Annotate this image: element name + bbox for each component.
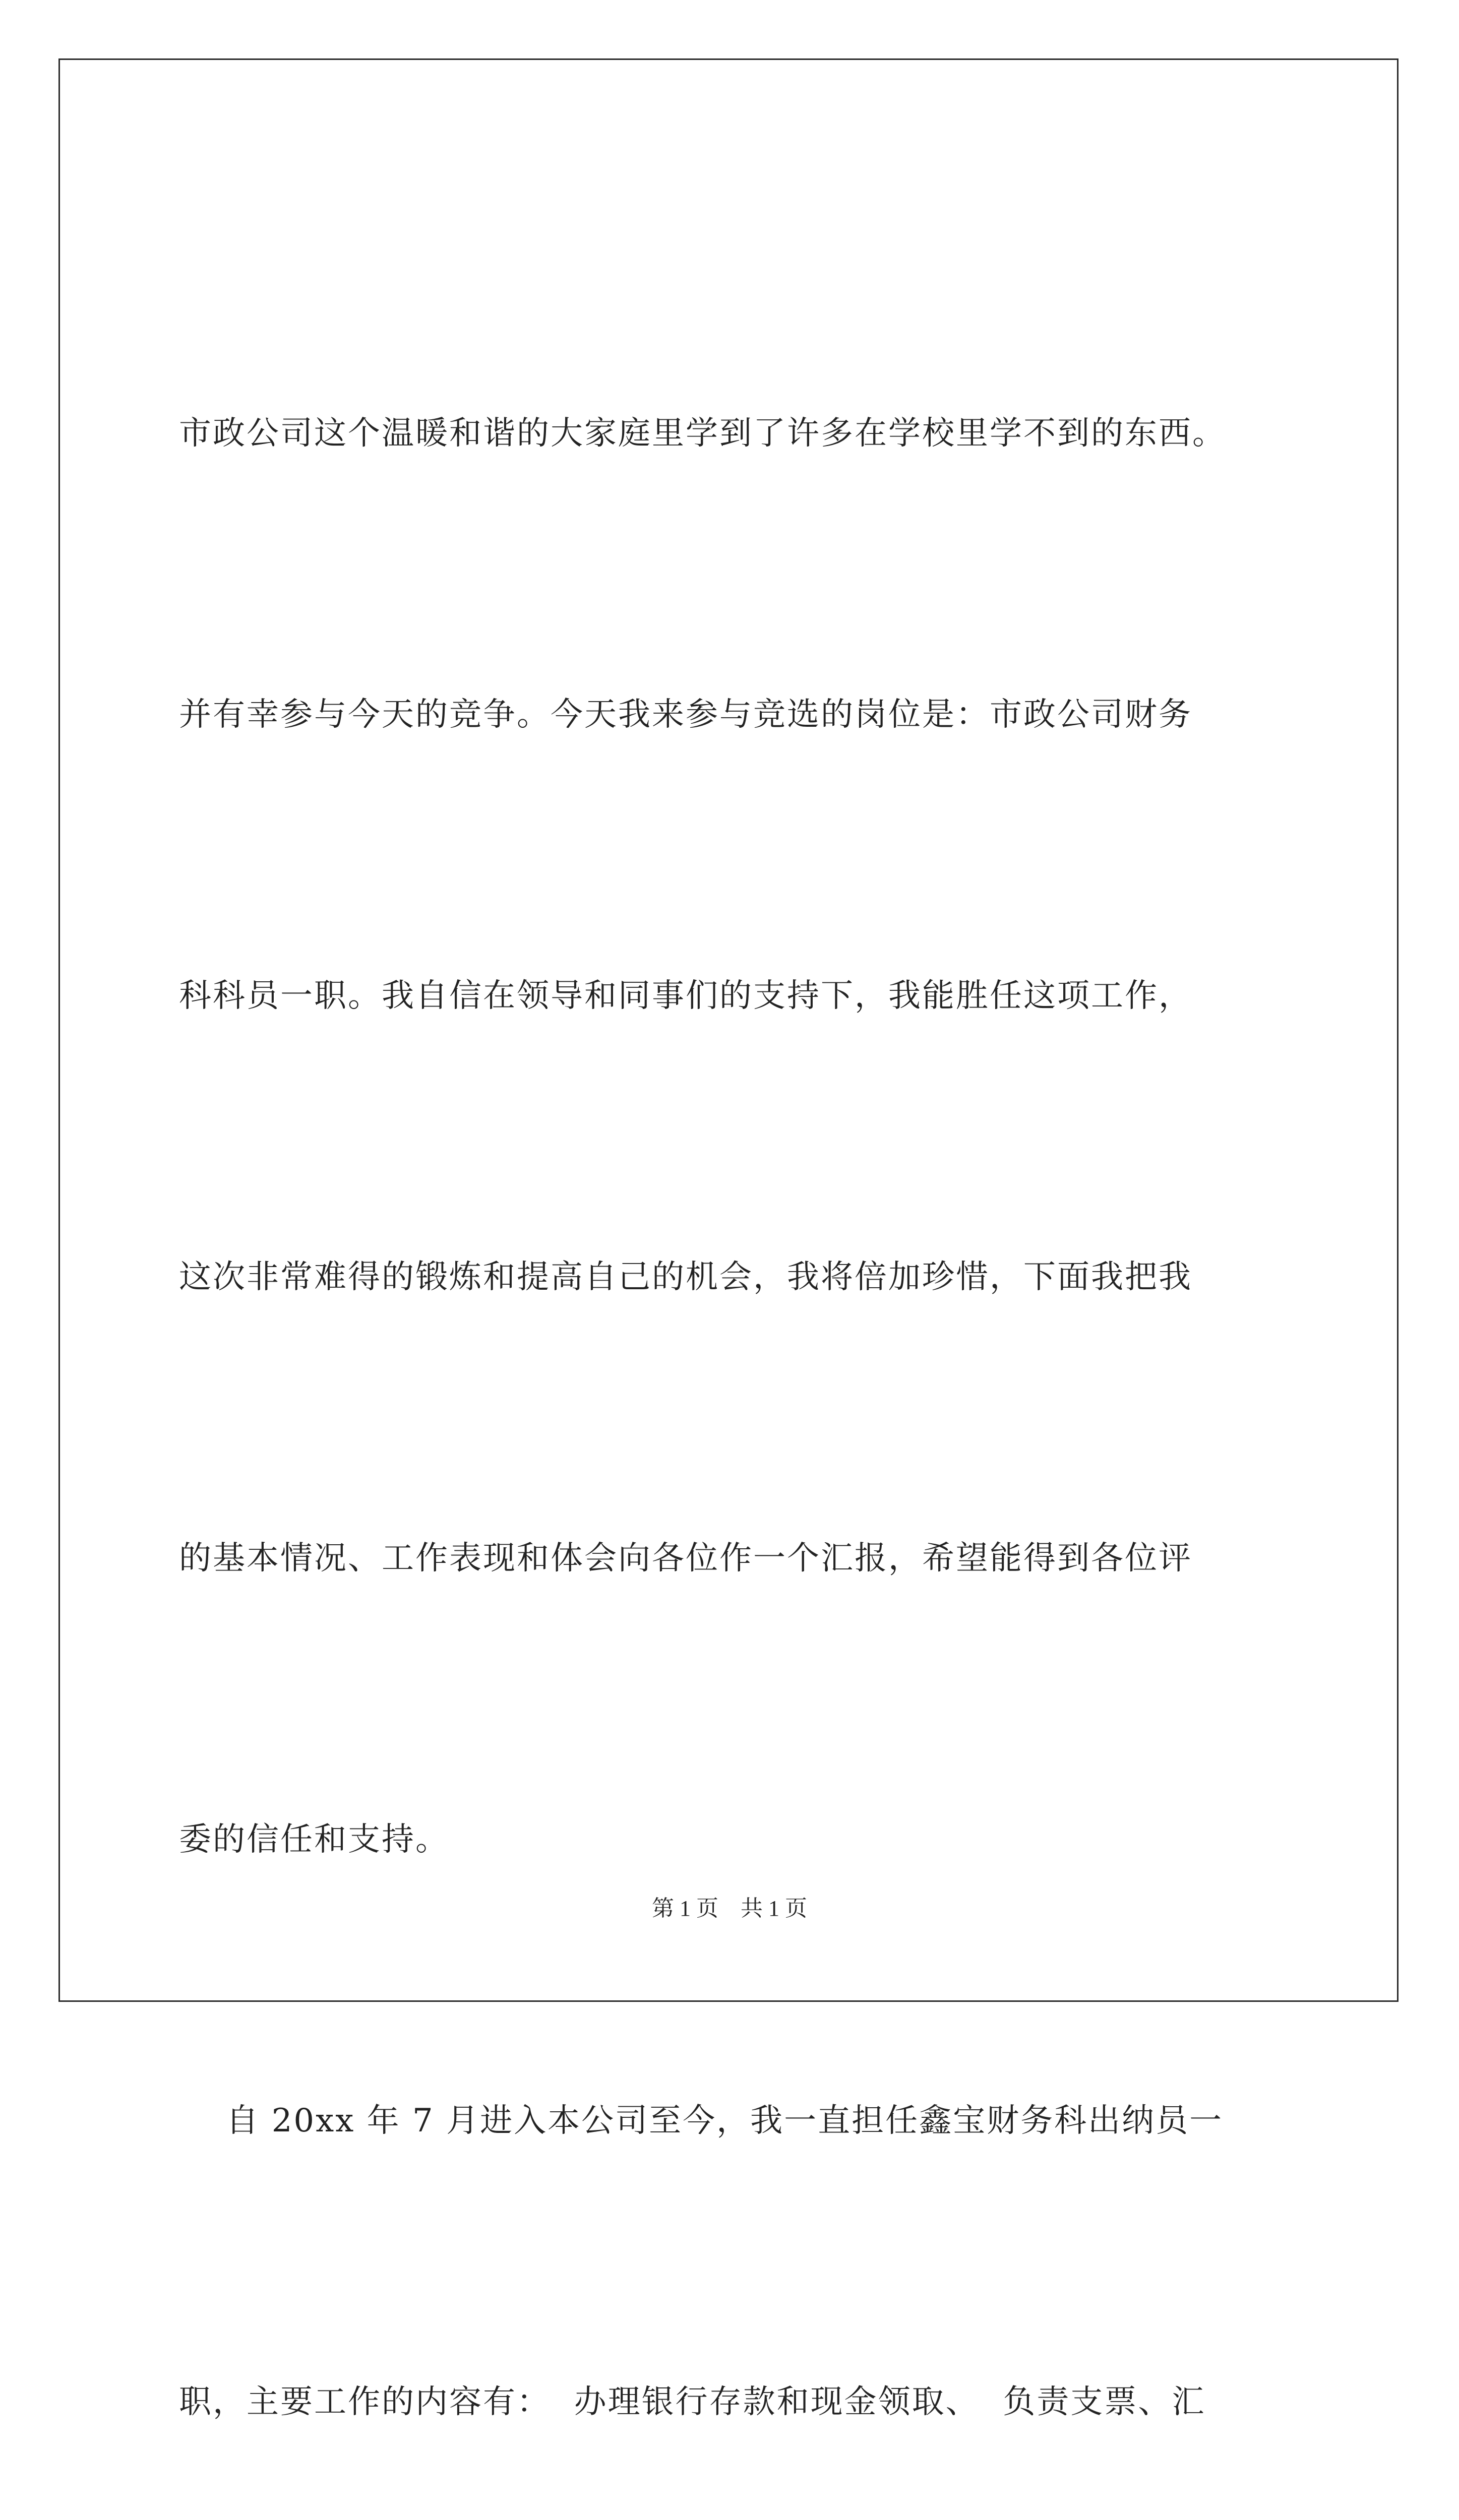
text-line: 自 20xx 年 7 月进入本公司至今，我一直担任鑫宝财务科出纳员一: [179, 2102, 1224, 2139]
text-line: 职，主要工作的内容有： 办理银行存款和现金领取、 负责支票、汇: [179, 2383, 1206, 2421]
document-body: [179, 199, 1283, 2520]
text-line: 并有幸参与今天的竞争。今天我来参与竞选的岗位是：市政公司财务: [179, 696, 1192, 733]
text-line: 市政公司这个温暖和谐的大家庭里学到了许多在学校里学不到的东西。: [179, 415, 1226, 452]
text-line: 这次非常难得的锻炼和提高自己的机会，我将倍加珍惜，下面我把我: [179, 1258, 1192, 1296]
text-line: 科科员一职。我自信在领导和同事们的支持下，我能胜任这项工作，: [179, 977, 1192, 1015]
text-line: 委的信任和支持。: [179, 1821, 449, 1858]
text-line: 的基本情况、工作表现和体会向各位作一个汇报，希望能得到各位评: [179, 1540, 1192, 1577]
page-number-footer: 第 1 页 共 1 页: [652, 1896, 807, 1921]
